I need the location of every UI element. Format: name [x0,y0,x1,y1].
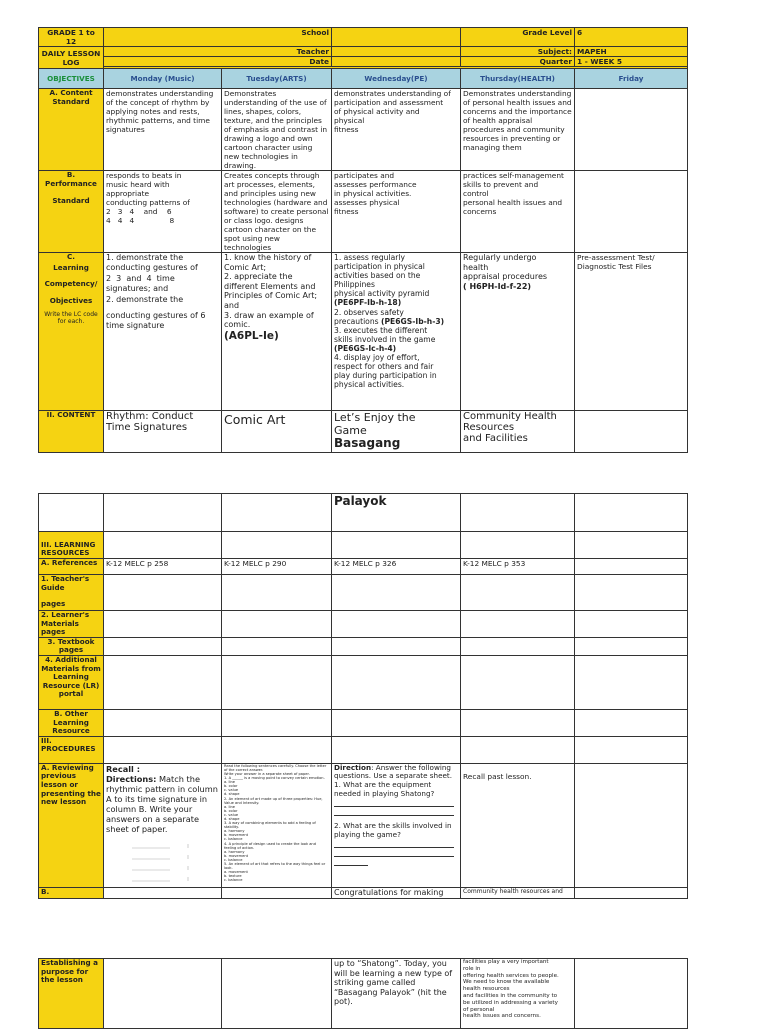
content-standard-friday [575,89,688,171]
palayok-label-cell [39,494,104,532]
learners-materials-wednesday [332,611,461,638]
grade-level-value: 6 [575,28,688,47]
friday-header: Friday [575,69,688,89]
learning-competency-monday: 1. demonstrate the conducting gestures of 2 3 and 4 time signatures; and 2. demonstrate the conducting gestures of 6 time signature [104,253,222,411]
procedures-wednesday [332,736,461,763]
other-wednesday [332,709,461,736]
palayok-friday [575,494,688,532]
learning-resources-label: III. LEARNING RESOURCES [39,532,104,559]
school-label: School [104,28,332,47]
grade-level-label: Grade Level [461,28,575,47]
teachers-guide-friday [575,575,688,611]
establishing-friday [575,959,688,1029]
ref-wednesday: K-12 MELC p 326 [332,559,461,575]
textbook-tuesday [222,637,332,655]
teachers-guide-label: 1. Teacher's Guide pages [39,575,104,611]
palayok-monday [104,494,222,532]
procedures-monday [104,736,222,763]
arts-quiz: Read the following sentences carefully. Choose the letter of the correct answer. Write your answer in a separate sheet of paper. 1. A ______ is a moving point to convey certain emotion. a. line b. color c. value d. shape 2. An element of art made up of three properties: Hue, Value and Intensity. a. line b. color c. value d. shape 3. A way of combining elements to add a feeling of stability. a. harmony b. movement c. balance 4. A principle of design used to create the look and feeling of action. a. harmony b. movement c. balance 5. An element of art that refers to the way things feel or look. a. movement b. texture c. balance [224,763,327,883]
other-friday [575,709,688,736]
content-standard-wednesday: demonstrates understanding of participation and assessment of physical activity and physical fitness [332,89,461,171]
textbook-friday [575,637,688,655]
performance-standard-label: B. Performance Standard [39,171,104,253]
reviewing-tuesday [222,763,332,887]
learning-competency-friday: Pre-assessment Test/ Diagnostic Test Files [575,253,688,411]
content-standard-thursday: Demonstrates understanding of personal health issues and concerns and the importance of health appraisal procedures and community resources in preventing or managing them [461,89,575,171]
lesson-log-table-middle [38,493,688,899]
establishing-tuesday [222,959,332,1029]
additional-wednesday [332,655,461,709]
reviewing-thursday: Recall past lesson. [461,763,575,887]
textbook-wednesday [332,637,461,655]
learners-materials-tuesday [222,611,332,638]
learning-resources-wednesday [332,532,461,559]
content-monday: Rhythm: Conduct Time Signatures [104,411,222,453]
references-label: A. References [39,559,104,575]
b-monday [104,887,222,898]
establishing-wednesday: up to “Shatong”. Today, you will be learning a new type of striking game called “Basagang Palayok” (hit the pot). [332,959,461,1029]
lesson-log-table-bottom [38,958,688,1029]
other-monday [104,709,222,736]
other-resources-label: B. Other Learning Resource [39,709,104,736]
additional-monday [104,655,222,709]
learning-resources-tuesday [222,532,332,559]
learning-competency-tuesday: 1. know the history of Comic Art; 2. appreciate the different Elements and Principles of Comic Art; and 3. draw an example of comic. (A6PL-Ie) [222,253,332,411]
ref-friday [575,559,688,575]
ref-thursday: K-12 MELC p 353 [461,559,575,575]
quarter-value: 1 - WEEK 5 [575,57,688,67]
additional-friday [575,655,688,709]
date-label: Date [104,57,332,67]
thursday-header: Thursday(HEALTH) [461,69,575,89]
content-thursday: Community Health Resources and Facilities [461,411,575,453]
establishing-purpose-label: Establishing a purpose for the lesson [39,959,104,1029]
monday-header: Monday (Music) [104,69,222,89]
teachers-guide-tuesday [222,575,332,611]
additional-tuesday [222,655,332,709]
performance-standard-wednesday: participates and assesses performance in physical activities. assesses physical fitness [332,171,461,253]
reviewing-friday [575,763,688,887]
lesson-log-table-top [38,27,688,453]
establishing-thursday: facilities play a very important role in offering health services to people. We need to know the available health resources and facilities in the community to be utilized in addressing a variety of personal health issues and concerns. [461,959,575,1029]
b-tuesday [222,887,332,898]
textbook-thursday [461,637,575,655]
palayok-tuesday [222,494,332,532]
b-wednesday: Congratulations for making [332,887,461,898]
palayok-wednesday: Palayok [332,494,461,532]
performance-standard-thursday: practices self-management skills to prevent and control personal health issues and concerns [461,171,575,253]
arts-lc-code: (A6PL-Ie) [224,329,279,342]
grade-range: GRADE 1 to 12 [39,28,104,47]
procedures-thursday [461,736,575,763]
textbook-monday [104,637,222,655]
teacher-label: Teacher [104,47,332,57]
log-title: DAILY LESSON LOG [39,47,104,69]
teachers-guide-wednesday [332,575,461,611]
content-wednesday: Let’s Enjoy the Game Basagang [332,411,461,453]
subject-value: MAPEH [575,47,688,57]
learners-materials-friday [575,611,688,638]
learners-materials-monday [104,611,222,638]
performance-standard-friday [575,171,688,253]
learning-resources-friday [575,532,688,559]
content-standard-tuesday: Demonstrates understanding of the use of lines, shapes, colors, texture, and the principles of emphasis and contrast in drawing a logo and own cartoon character using new technologies in drawing. [222,89,332,171]
procedures-friday [575,736,688,763]
content-tuesday: Comic Art [222,411,332,453]
reviewing-wednesday: Direction: Answer the following questions. Use a separate sheet. 1. What are the equipment needed in playing Shatong? 2. What are the skills involved in playing the game? [332,763,461,887]
learning-competency-wednesday: 1. assess regularly participation in physical activities based on the Philippines physical activity pyramid (PE6PF-Ib-h-18) 2. observes safety precautions (PE6GS-Ib-h-3) 3. executes the different skills involved in the game (PE6GS-Ic-h-4) 4. display joy of effort, respect for others and fair play during participation in physical activities. [332,253,461,411]
procedures-tuesday [222,736,332,763]
learning-resources-thursday [461,532,575,559]
establishing-monday [104,959,222,1029]
palayok-thursday [461,494,575,532]
objectives-header: OBJECTIVES [39,69,104,89]
learning-resources-monday [104,532,222,559]
other-thursday [461,709,575,736]
subject-label: Subject: [461,47,575,57]
school-value[interactable] [332,28,461,47]
additional-thursday [461,655,575,709]
content-standard-monday: demonstrates understanding of the concept of rhythm by applying notes and rests, rhythmic patterns, and time signatures [104,89,222,171]
textbook-label: 3. Textbook pages [39,637,104,655]
quarter-label: Quarter [461,57,575,67]
b-label: B. [39,887,104,898]
procedures-label: III. PROCEDURES [39,736,104,763]
learning-competency-label: C. Learning Competency/ Objectives Write the LC code for each. [39,253,104,411]
wednesday-header: Wednesday(PE) [332,69,461,89]
rhythm-pattern-figure [106,838,206,882]
content-label: II. CONTENT [39,411,104,453]
reviewing-label: A. Reviewing previous lesson or presenting the new lesson [39,763,104,887]
learning-competency-thursday: Regularly undergo health appraisal procedures ( H6PH-Id-f-22) [461,253,575,411]
tuesday-header: Tuesday(ARTS) [222,69,332,89]
performance-standard-monday: responds to beats in music heard with appropriate conducting patterns of 2 3 4 and 6 4 4 4 8 [104,171,222,253]
other-tuesday [222,709,332,736]
ref-tuesday: K-12 MELC p 290 [222,559,332,575]
learners-materials-thursday [461,611,575,638]
b-friday [575,887,688,898]
teachers-guide-monday [104,575,222,611]
additional-materials-label: 4. Additional Materials from Learning Resource (LR) portal [39,655,104,709]
content-standard-label: A. Content Standard [39,89,104,171]
ref-monday: K-12 MELC p 258 [104,559,222,575]
performance-standard-tuesday: Creates concepts through art processes, elements, and principles using new technologies (hardware and software) to create personal or class logo. designs cartoon character on the spot using new technologies [222,171,332,253]
reviewing-monday: Recall : Directions: Match the rhythmic pattern in column A to its time signature in column B. Write your answers on a separate sheet of paper. [104,763,222,887]
b-thursday: Community health resources and [461,887,575,898]
date-value[interactable] [332,57,461,67]
teachers-guide-thursday [461,575,575,611]
content-friday [575,411,688,453]
teacher-value[interactable] [332,47,461,57]
learners-materials-label: 2. Learner's Materials pages [39,611,104,638]
